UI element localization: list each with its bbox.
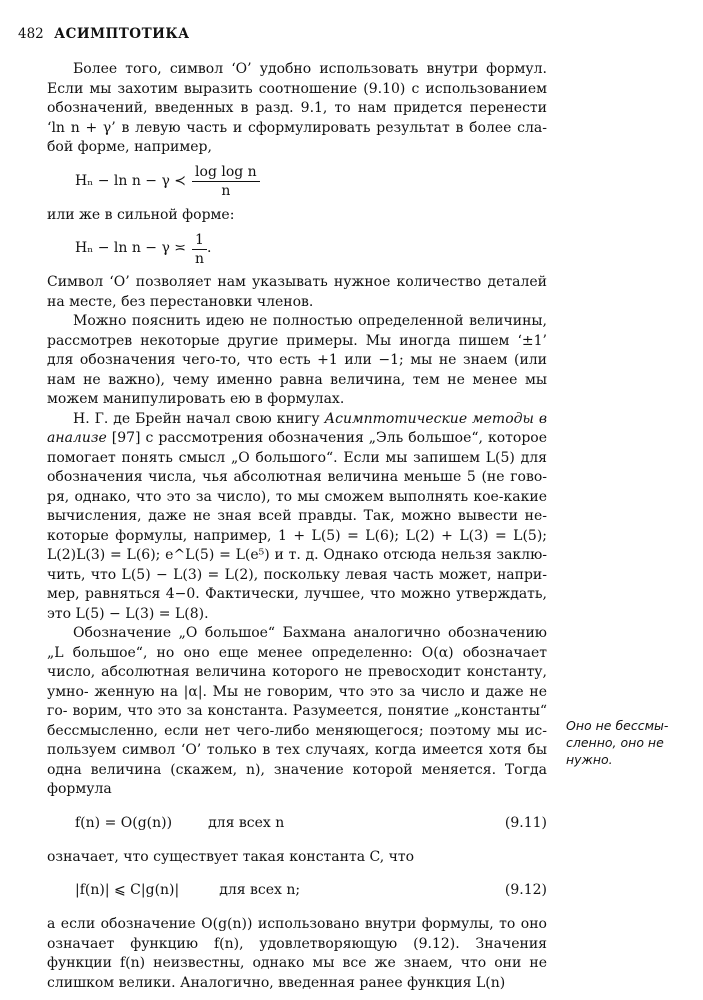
connector-text-2: означает, что существует такая константа C, что [47, 848, 415, 865]
text-line: помогает понять смысл „O большого“. Если мы запишем L(5) для [47, 449, 547, 466]
equation-number: (9.11) [504, 814, 547, 831]
text-line: L(2)L(3) = L(6); e^L(5) = L(e⁵) и т. д. Однако отсюда нельзя заклю- [47, 547, 547, 563]
equation-condition: для всех n [208, 814, 285, 831]
text-line: бессмысленно, если нет чего-либо меняющегося; поэтому мы ис- [47, 722, 547, 739]
text-line: можем манипулировать ею в формулах. [47, 391, 345, 407]
text-line: формула [47, 781, 112, 797]
text-line: которые формулы, например, 1 + L(5) = L(6); L(2) + L(3) = L(5); [47, 527, 547, 544]
text-line: пользуем символ ‘O’ только в тех случаях, когда имеется хотя [47, 742, 522, 758]
formula-lhs: Hₙ − ln n − γ ≺ [75, 172, 187, 189]
text-line: для обозначения чего-то, что есть +1 или −1; мы не знаем (или [47, 352, 547, 368]
text-line: Обозначение „O большое“ Бахмана аналогично обозначению „L [47, 625, 547, 661]
fraction-numerator: log log n [192, 163, 260, 182]
text-line: чить, что L(5) − L(3) = L(2), поскольку левая часть может, напри- [47, 566, 547, 583]
text-line: бы одна величина (скажем, n), значение которой меняется. Тогда [47, 742, 548, 778]
text-line: на месте, без перестановки членов. [47, 293, 314, 310]
text-line: мер, равняться 4−0. Фактически, лучшее, что можно утверждать, [47, 586, 547, 602]
text-line: ря, однако, что это за число), то мы сможем выполнять кое-какие [47, 488, 547, 505]
fraction-denominator: n [221, 183, 231, 199]
margin-note-line: нужно. [566, 752, 613, 767]
text-line: Если мы захотим выразить соотношение (9.10) с использованием [47, 80, 547, 97]
fraction-numerator: 1 [192, 231, 207, 250]
paragraph-6 [47, 915, 547, 993]
formula-weak [47, 158, 547, 206]
margin-note-line: сленно, оно не [566, 735, 664, 750]
text-line: женную на |α|. Мы не говорим, что это за число и даже не го- [47, 683, 547, 719]
page-header [18, 26, 190, 42]
equation-expression: |f(n)| ⩽ C|g(n)| [75, 882, 180, 899]
text-line: обозначений, введенных в разд. 9.1, то нам придется перенести [47, 100, 547, 116]
text-line: ворим, что это за константа. Разумеется, понятие „константы“ [72, 703, 547, 719]
formula-period: . [206, 240, 212, 257]
text-line: вычисления, даже не зная всей правды. Так, можно вывести не- [47, 508, 547, 524]
book-title: анализе [47, 430, 107, 446]
book-title: Асимптотические методы в [324, 410, 547, 427]
equation-9-12 [47, 867, 547, 915]
paragraph-3 [47, 312, 547, 410]
paragraph-5 [47, 624, 547, 800]
text-line: это L(5) − L(3) = L(8). [47, 605, 209, 622]
page-number: 482 [18, 26, 44, 42]
fraction [192, 163, 260, 200]
text-line: обозначения числа, чья абсолютная величина меньше 5 (не гово- [47, 469, 547, 485]
text-line: [97] с рассмотрения обозначения „Эль большое“, которое [106, 430, 547, 446]
equation-number: (9.12) [504, 882, 547, 899]
equation-condition: для всех n; [219, 882, 301, 899]
margin-note [566, 717, 676, 768]
paragraph-1 [47, 60, 547, 158]
text-line: большое“, но оно еще менее определенно: O(α) обозначает число, [47, 644, 547, 680]
text-line: слишком велики. Аналогично, введенная ранее функция L(n) [47, 974, 506, 991]
connector-text-1: или же в сильной форме: [47, 206, 235, 223]
text-line: а если обозначение O(g(n)) использовано внутри формулы, то [47, 916, 516, 932]
text-line: нам не важно), чему именно равна величина, тем не менее мы [47, 371, 547, 388]
text-line: рассмотрев некоторые другие примеры. Мы иногда пишем ‘±1’ [47, 332, 547, 349]
equation-9-11 [47, 800, 547, 848]
text-line: функции f(n) неизвестны, однако мы все же знаем, что они не [47, 955, 547, 971]
text-line: Можно пояснить идею не полностью определенной величины, [73, 313, 547, 329]
text-line: Более того, символ ‘O’ удобно использовать внутри формул. [73, 61, 547, 77]
text-line: Символ ‘O’ позволяет нам указывать нужное количество деталей [47, 274, 547, 290]
paragraph-2 [47, 273, 547, 312]
text-line: оно означает функцию f(n), удовлетворяющую (9.12). Значения [47, 916, 547, 952]
formula-strong [47, 225, 547, 273]
running-title: АСИМПТОТИКА [54, 26, 190, 42]
text-line: абсолютная величина которого не превосходит константу, умно- [47, 664, 547, 700]
fraction [192, 231, 207, 268]
text-line: Н. Г. де Брейн начал свою книгу [73, 410, 325, 427]
fraction-denominator: n [194, 250, 205, 267]
margin-note-line: Оно не бессмы- [566, 718, 669, 733]
text-line: ‘ln n + γ’ в левую часть и сформулировать результат в более сла- [47, 119, 547, 136]
main-text-column [47, 60, 547, 993]
formula-lhs: Hₙ − ln n − γ ≍ [75, 240, 187, 257]
equation-expression: f(n) = O(g(n)) [75, 814, 173, 831]
text-line: бой форме, например, [47, 139, 212, 155]
paragraph-4 [47, 410, 547, 625]
